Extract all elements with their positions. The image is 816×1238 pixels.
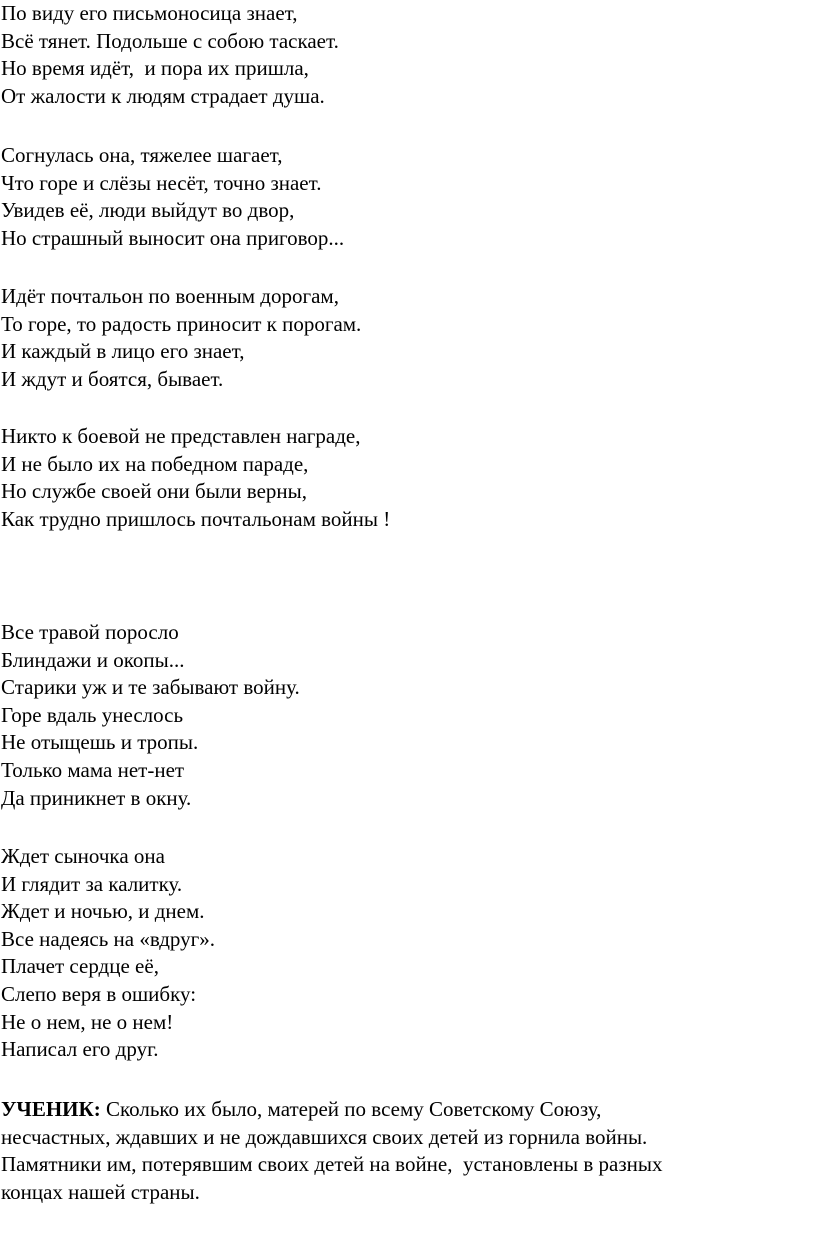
poem-line: И ждут и боятся, бывает. (1, 366, 224, 391)
poem-line: Не отыщешь и тропы. (1, 730, 199, 755)
poem-stanza-2 (1, 142, 344, 252)
poem-line: И каждый в лицо его знает, (1, 339, 245, 364)
poem-line: Никто к боевой не представлен награде, (1, 424, 361, 448)
poem-line: Что горе и слёзы несёт, точно знает. (1, 170, 322, 195)
poem-line: Идёт почтальон по военным дорогам, (1, 284, 339, 308)
poem-line: Но страшный выносит она приговор... (1, 225, 345, 250)
poem-line: И не было их на победном параде, (1, 451, 309, 476)
poem-line: От жалости к людям страдает душа. (1, 83, 325, 108)
poem-line: Все травой поросло (1, 620, 179, 644)
poem-line: Ждет и ночью, и днем. (1, 899, 205, 924)
poem-line: Горе вдаль унеслось (1, 702, 184, 727)
poem-line: Согнулась она, тяжелее шагает, (1, 143, 283, 167)
poem-line: Как трудно пришлось почтальонам войны ! (1, 506, 391, 531)
poem-line: Да приникнет в окну. (1, 785, 192, 810)
student-line: Памятники им, потерявшим своих детей на войне, установлены в разных (1, 1152, 663, 1177)
poem-line: То горе, то радость приносит к порогам. (1, 311, 362, 336)
poem-line: Плачет сердце её, (1, 954, 159, 979)
poem-line: Всё тянет. Подольше с собою таскает. (1, 28, 339, 53)
poem-line: И глядит за калитку. (1, 871, 183, 896)
poem-stanza-6 (1, 843, 215, 1064)
poem-line: Увидев её, люди выйдут во двор, (1, 198, 295, 223)
poem-line: Ждет сыночка она (1, 844, 165, 868)
speaker-label: УЧЕНИК: (1, 1097, 101, 1121)
poem-line: Но время идёт, и пора их пришла, (1, 56, 309, 81)
poem-stanza-5 (1, 619, 300, 812)
student-paragraph (1, 1096, 801, 1206)
poem-line: По виду его письмоносица знает, (1, 1, 298, 25)
poem-line: Не о нем, не о нем! (1, 1009, 174, 1034)
poem-line: Написал его друг. (1, 1037, 159, 1062)
student-text: Сколько их было, матерей по всему Советскому Союзу, (100, 1097, 602, 1121)
student-line: несчастных, ждавших и не дождавшихся своих детей из горнила войны. (1, 1124, 648, 1149)
poem-line: Слепо веря в ошибку: (1, 981, 197, 1006)
poem-stanza-3 (1, 283, 361, 393)
student-line: концах нашей страны. (1, 1179, 200, 1204)
poem-line: Старики уж и те забывают войну. (1, 675, 300, 700)
poem-line: Все надеясь на «вдруг». (1, 926, 215, 951)
poem-stanza-4 (1, 423, 390, 533)
poem-line: Но службе своей они были верны, (1, 479, 308, 504)
poem-line: Только мама нет-нет (1, 757, 185, 782)
poem-stanza-1 (1, 0, 339, 110)
student-line (1, 1096, 801, 1124)
poem-line: Блиндажи и окопы... (1, 647, 185, 672)
